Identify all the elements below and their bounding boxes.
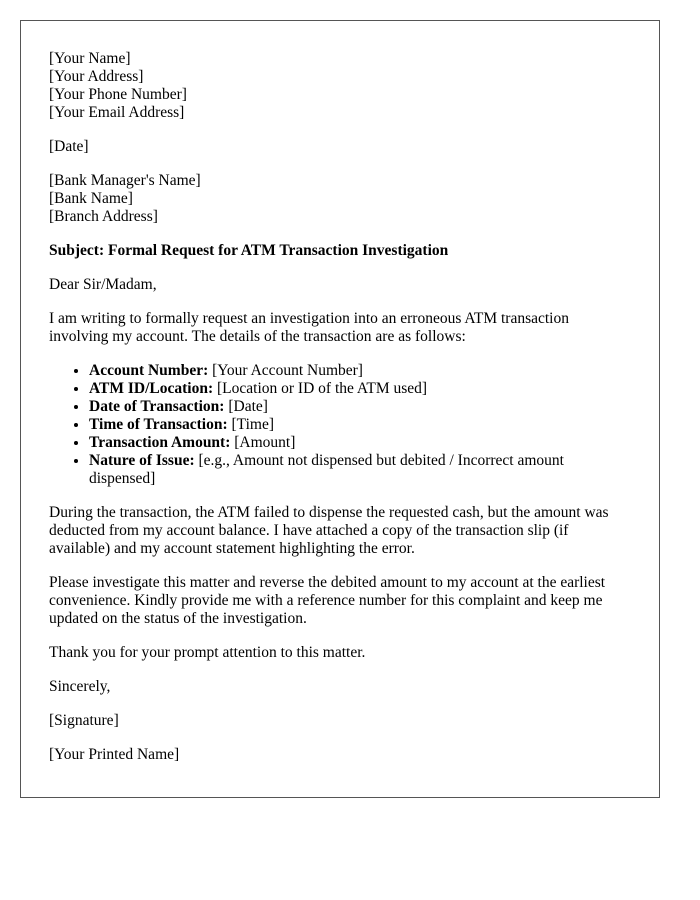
detail-label: Time of Transaction:: [89, 416, 228, 433]
recipient-block: [49, 172, 631, 226]
detail-item: [89, 362, 631, 380]
intro-paragraph: I am writing to formally request an investigation into an erroneous ATM transaction involving my account. The details of the transaction are as follows:: [49, 310, 569, 345]
letter-date: [Date]: [49, 138, 89, 155]
recipient-bank: [Bank Name]: [49, 190, 133, 207]
sender-phone: [Your Phone Number]: [49, 86, 187, 103]
detail-label: Nature of Issue:: [89, 452, 195, 469]
closing-line: Sincerely,: [49, 678, 111, 695]
salutation: Dear Sir/Madam,: [49, 276, 157, 293]
detail-label: Account Number:: [89, 362, 209, 379]
detail-value: [Amount]: [234, 434, 296, 451]
detail-value: [e.g., Amount not dispensed but debited / Incorrect amount dispensed]: [89, 452, 564, 487]
body-paragraph-2: Please investigate this matter and reverse the debited amount to my account at the earliest convenience. Kindly provide me with a reference number for this complaint and keep me updated on the status of the investigation.: [49, 574, 606, 627]
detail-item: [89, 380, 631, 398]
sender-name: [Your Name]: [49, 50, 131, 67]
thanks-line: Thank you for your prompt attention to this matter.: [49, 644, 366, 661]
detail-item: [89, 452, 631, 488]
signature-placeholder: [Signature]: [49, 712, 119, 729]
detail-value: [Location or ID of the ATM used]: [217, 380, 428, 397]
sender-block: [49, 50, 631, 122]
sender-email: [Your Email Address]: [49, 104, 185, 121]
detail-label: Date of Transaction:: [89, 398, 225, 415]
detail-item: [89, 416, 631, 434]
printed-name: [Your Printed Name]: [49, 746, 180, 763]
sender-address: [Your Address]: [49, 68, 144, 85]
detail-label: Transaction Amount:: [89, 434, 231, 451]
subject-line: Subject: Formal Request for ATM Transaction Investigation: [49, 242, 449, 259]
detail-value: [Your Account Number]: [212, 362, 363, 379]
detail-item: [89, 434, 631, 452]
detail-item: [89, 398, 631, 416]
detail-value: [Date]: [228, 398, 268, 415]
body-paragraph-1: During the transaction, the ATM failed to dispense the requested cash, but the amount was deducted from my account balance. I have attached a copy of the transaction slip (if available) and my account statement highlighting the error.: [49, 504, 609, 557]
detail-value: [Time]: [231, 416, 275, 433]
recipient-branch: [Branch Address]: [49, 208, 158, 225]
detail-label: ATM ID/Location:: [89, 380, 214, 397]
recipient-manager: [Bank Manager's Name]: [49, 172, 201, 189]
transaction-details-list: [49, 362, 631, 488]
letter-document: [20, 20, 660, 798]
